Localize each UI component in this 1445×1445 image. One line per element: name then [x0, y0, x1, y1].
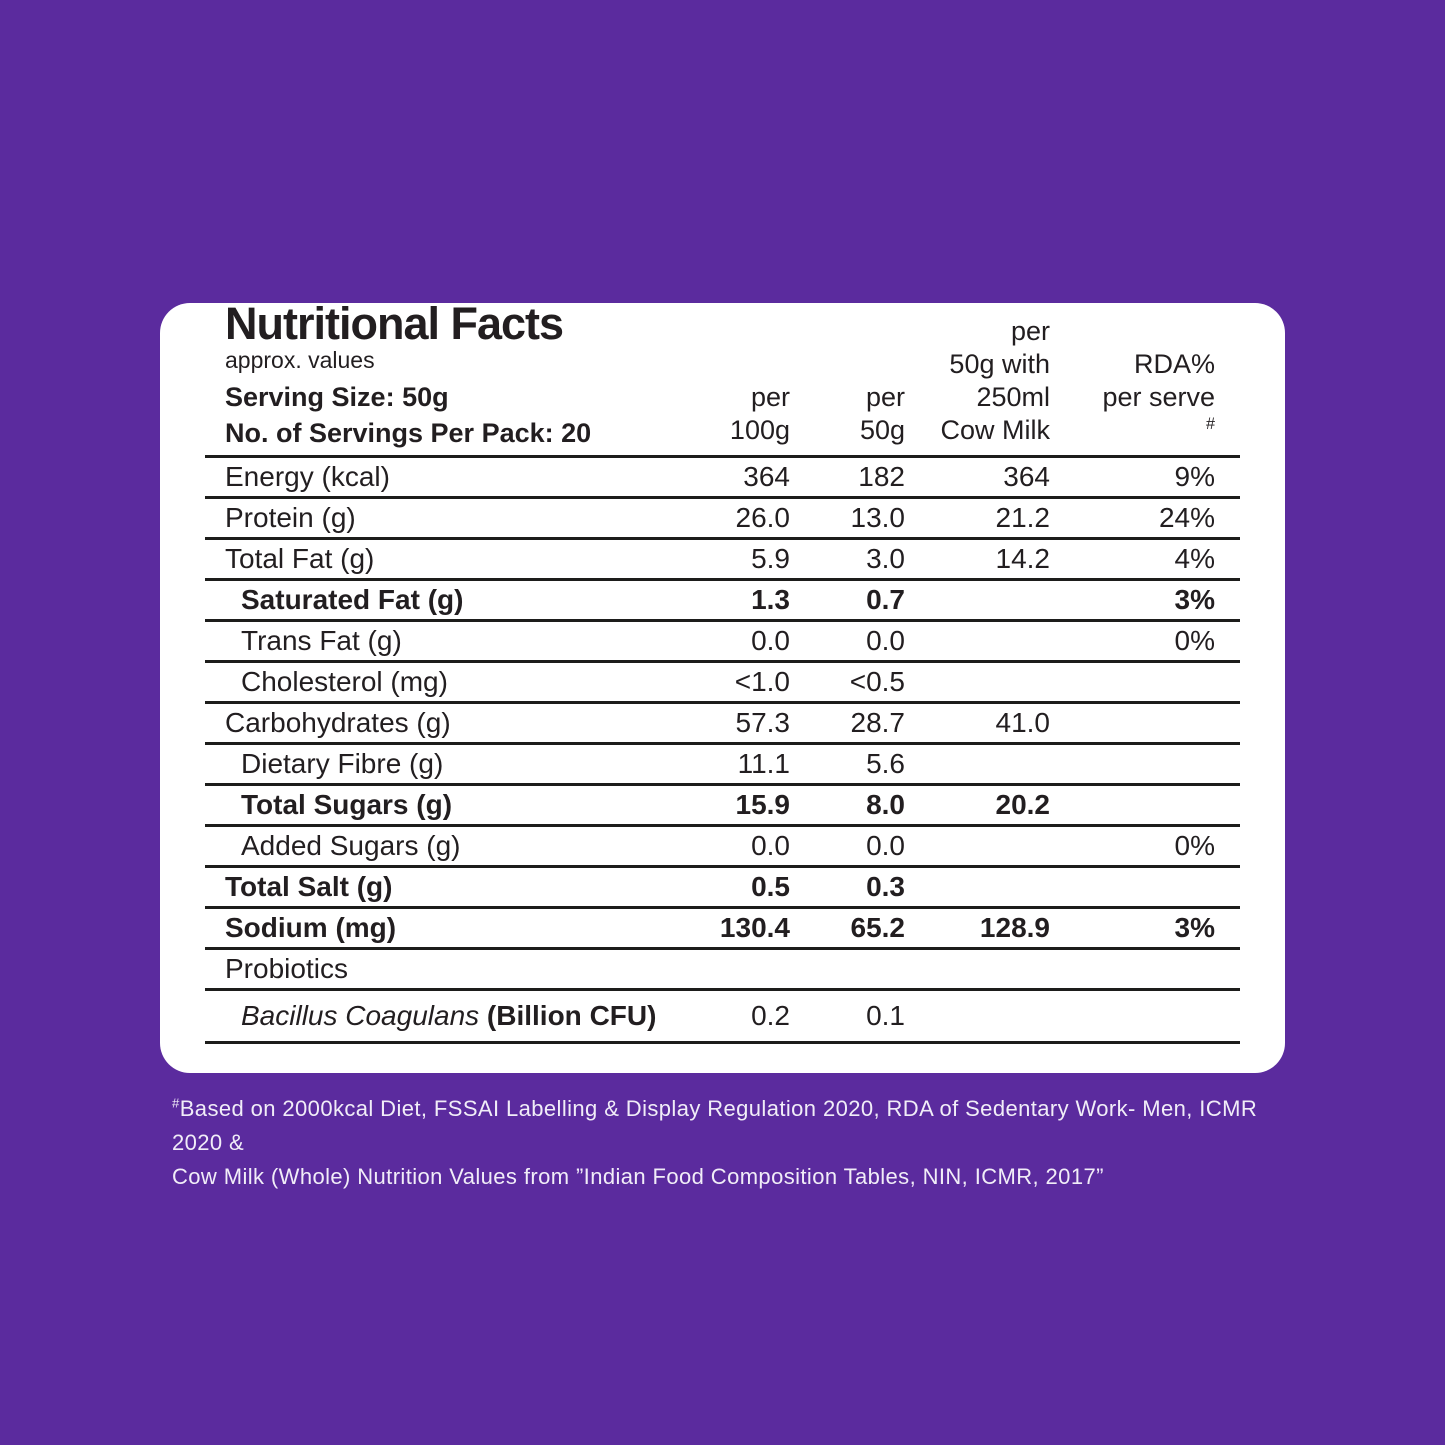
row-value: 5.6	[866, 748, 905, 779]
row-value: 0.2	[751, 1000, 790, 1031]
row-value: 28.7	[850, 707, 905, 738]
row-value: 41.0	[995, 707, 1050, 738]
table-row	[205, 622, 1240, 663]
table-row	[205, 909, 1240, 950]
row-value: 0.0	[866, 830, 905, 861]
row-value: 13.0	[850, 502, 905, 533]
footnote	[172, 1092, 1302, 1194]
row-value: 0%	[1174, 625, 1215, 656]
row-label: Dietary Fibre (g)	[241, 748, 444, 779]
serving-size-label: Serving Size:	[225, 382, 395, 412]
column-header-line: RDA%	[1133, 349, 1215, 379]
row-value: 57.3	[735, 707, 790, 738]
row-value: 3.0	[866, 543, 905, 574]
row-label: Cholesterol (mg)	[241, 666, 448, 697]
table-row	[205, 704, 1240, 745]
row-value: 0.7	[866, 584, 905, 615]
column-header-line: Cow Milk	[940, 415, 1050, 445]
table-row	[205, 745, 1240, 786]
column-header-line: 250ml	[976, 382, 1050, 412]
table-row	[205, 663, 1240, 704]
row-value: 130.4	[719, 912, 790, 943]
column-header-per-100g	[585, 381, 790, 455]
approx-values-note: approx. values	[225, 347, 375, 373]
row-label: Total Sugars (g)	[241, 789, 453, 820]
row-value: 0.3	[866, 871, 905, 902]
column-header-per-50g	[790, 381, 905, 455]
row-value: 5.9	[751, 543, 790, 574]
footnote-text: Cow Milk (Whole) Nutrition Values from ”Indian Food Composition Tables, NIN, ICMR, 2017”	[172, 1164, 1104, 1189]
serving-size-line	[225, 382, 585, 413]
row-value: 21.2	[995, 502, 1050, 533]
row-value: 15.9	[735, 789, 790, 820]
row-label: Trans Fat (g)	[241, 625, 402, 656]
row-value: 0.1	[866, 1000, 905, 1031]
row-value: 364	[1003, 461, 1050, 492]
row-value: 8.0	[866, 789, 905, 820]
row-label: Bacillus Coagulans (Billion CFU)	[241, 1000, 657, 1031]
row-label: Added Sugars (g)	[241, 830, 461, 861]
footnote-text: Based on 2000kcal Diet, FSSAI Labelling & Display Regulation 2020, RDA of Sedentary Work- Men, ICMR 2020 &	[172, 1096, 1258, 1155]
page-title: Nutritional Facts	[225, 298, 564, 349]
table-row	[205, 991, 1240, 1044]
row-value: 1.3	[751, 584, 790, 615]
table-row	[205, 458, 1240, 499]
row-label: Energy (kcal)	[225, 461, 390, 492]
column-header-line: 50g	[859, 415, 905, 445]
footnote-line-1	[172, 1092, 1302, 1160]
row-value: 20.2	[995, 789, 1050, 820]
row-value: 3%	[1174, 912, 1215, 943]
row-value: 128.9	[979, 912, 1050, 943]
footnote-marker: #	[172, 1095, 180, 1111]
table-row	[205, 868, 1240, 909]
column-header-line: per	[1010, 316, 1050, 346]
row-value: 182	[858, 461, 905, 492]
row-value: 0.0	[751, 830, 790, 861]
nutrition-facts-card	[160, 298, 1285, 1073]
row-value: 26.0	[735, 502, 790, 533]
row-value: 0.0	[751, 625, 790, 656]
table-row	[205, 786, 1240, 827]
row-value: 14.2	[995, 543, 1050, 574]
nutrition-table-rows	[205, 458, 1240, 1044]
row-label: Sodium (mg)	[225, 912, 397, 943]
table-row	[205, 827, 1240, 868]
row-label: Probiotics	[225, 953, 348, 984]
row-value: 0.5	[751, 871, 790, 902]
table-row	[205, 950, 1240, 991]
row-value: 9%	[1174, 461, 1215, 492]
column-header-line	[1050, 381, 1215, 447]
row-label: Carbohydrates (g)	[225, 707, 451, 738]
row-value: 364	[743, 461, 790, 492]
row-value: 11.1	[737, 748, 790, 779]
column-header-line: per	[865, 382, 905, 412]
table-header	[205, 298, 1240, 458]
row-value: 0%	[1174, 830, 1215, 861]
row-value: 4%	[1174, 543, 1215, 574]
row-value: 0.0	[866, 625, 905, 656]
footnote-line-2	[172, 1160, 1302, 1194]
column-header-line: per	[750, 382, 790, 412]
nutrition-table	[205, 298, 1240, 1044]
row-label: Saturated Fat (g)	[241, 584, 464, 615]
column-header-cow-milk	[905, 315, 1050, 455]
table-row	[205, 540, 1240, 581]
column-header-line: 100g	[729, 415, 790, 445]
serving-size-value: 50g	[402, 382, 449, 412]
footnote-marker: #	[1205, 415, 1215, 433]
servings-per-pack: No. of Servings Per Pack: 20	[225, 418, 592, 448]
row-label: Total Salt (g)	[225, 871, 393, 902]
title-block	[205, 283, 592, 455]
rda-per-serve-text: per serve	[1102, 382, 1215, 412]
row-value: 24%	[1158, 502, 1215, 533]
row-value: <1.0	[734, 666, 790, 697]
column-header-line: 50g with	[949, 349, 1050, 379]
column-header-rda	[1050, 348, 1240, 455]
table-row	[205, 499, 1240, 540]
row-label: Total Fat (g)	[225, 543, 375, 574]
row-value: 65.2	[850, 912, 905, 943]
row-value: <0.5	[849, 666, 905, 697]
row-value: 3%	[1174, 584, 1215, 615]
row-label: Protein (g)	[225, 502, 356, 533]
table-row	[205, 581, 1240, 622]
